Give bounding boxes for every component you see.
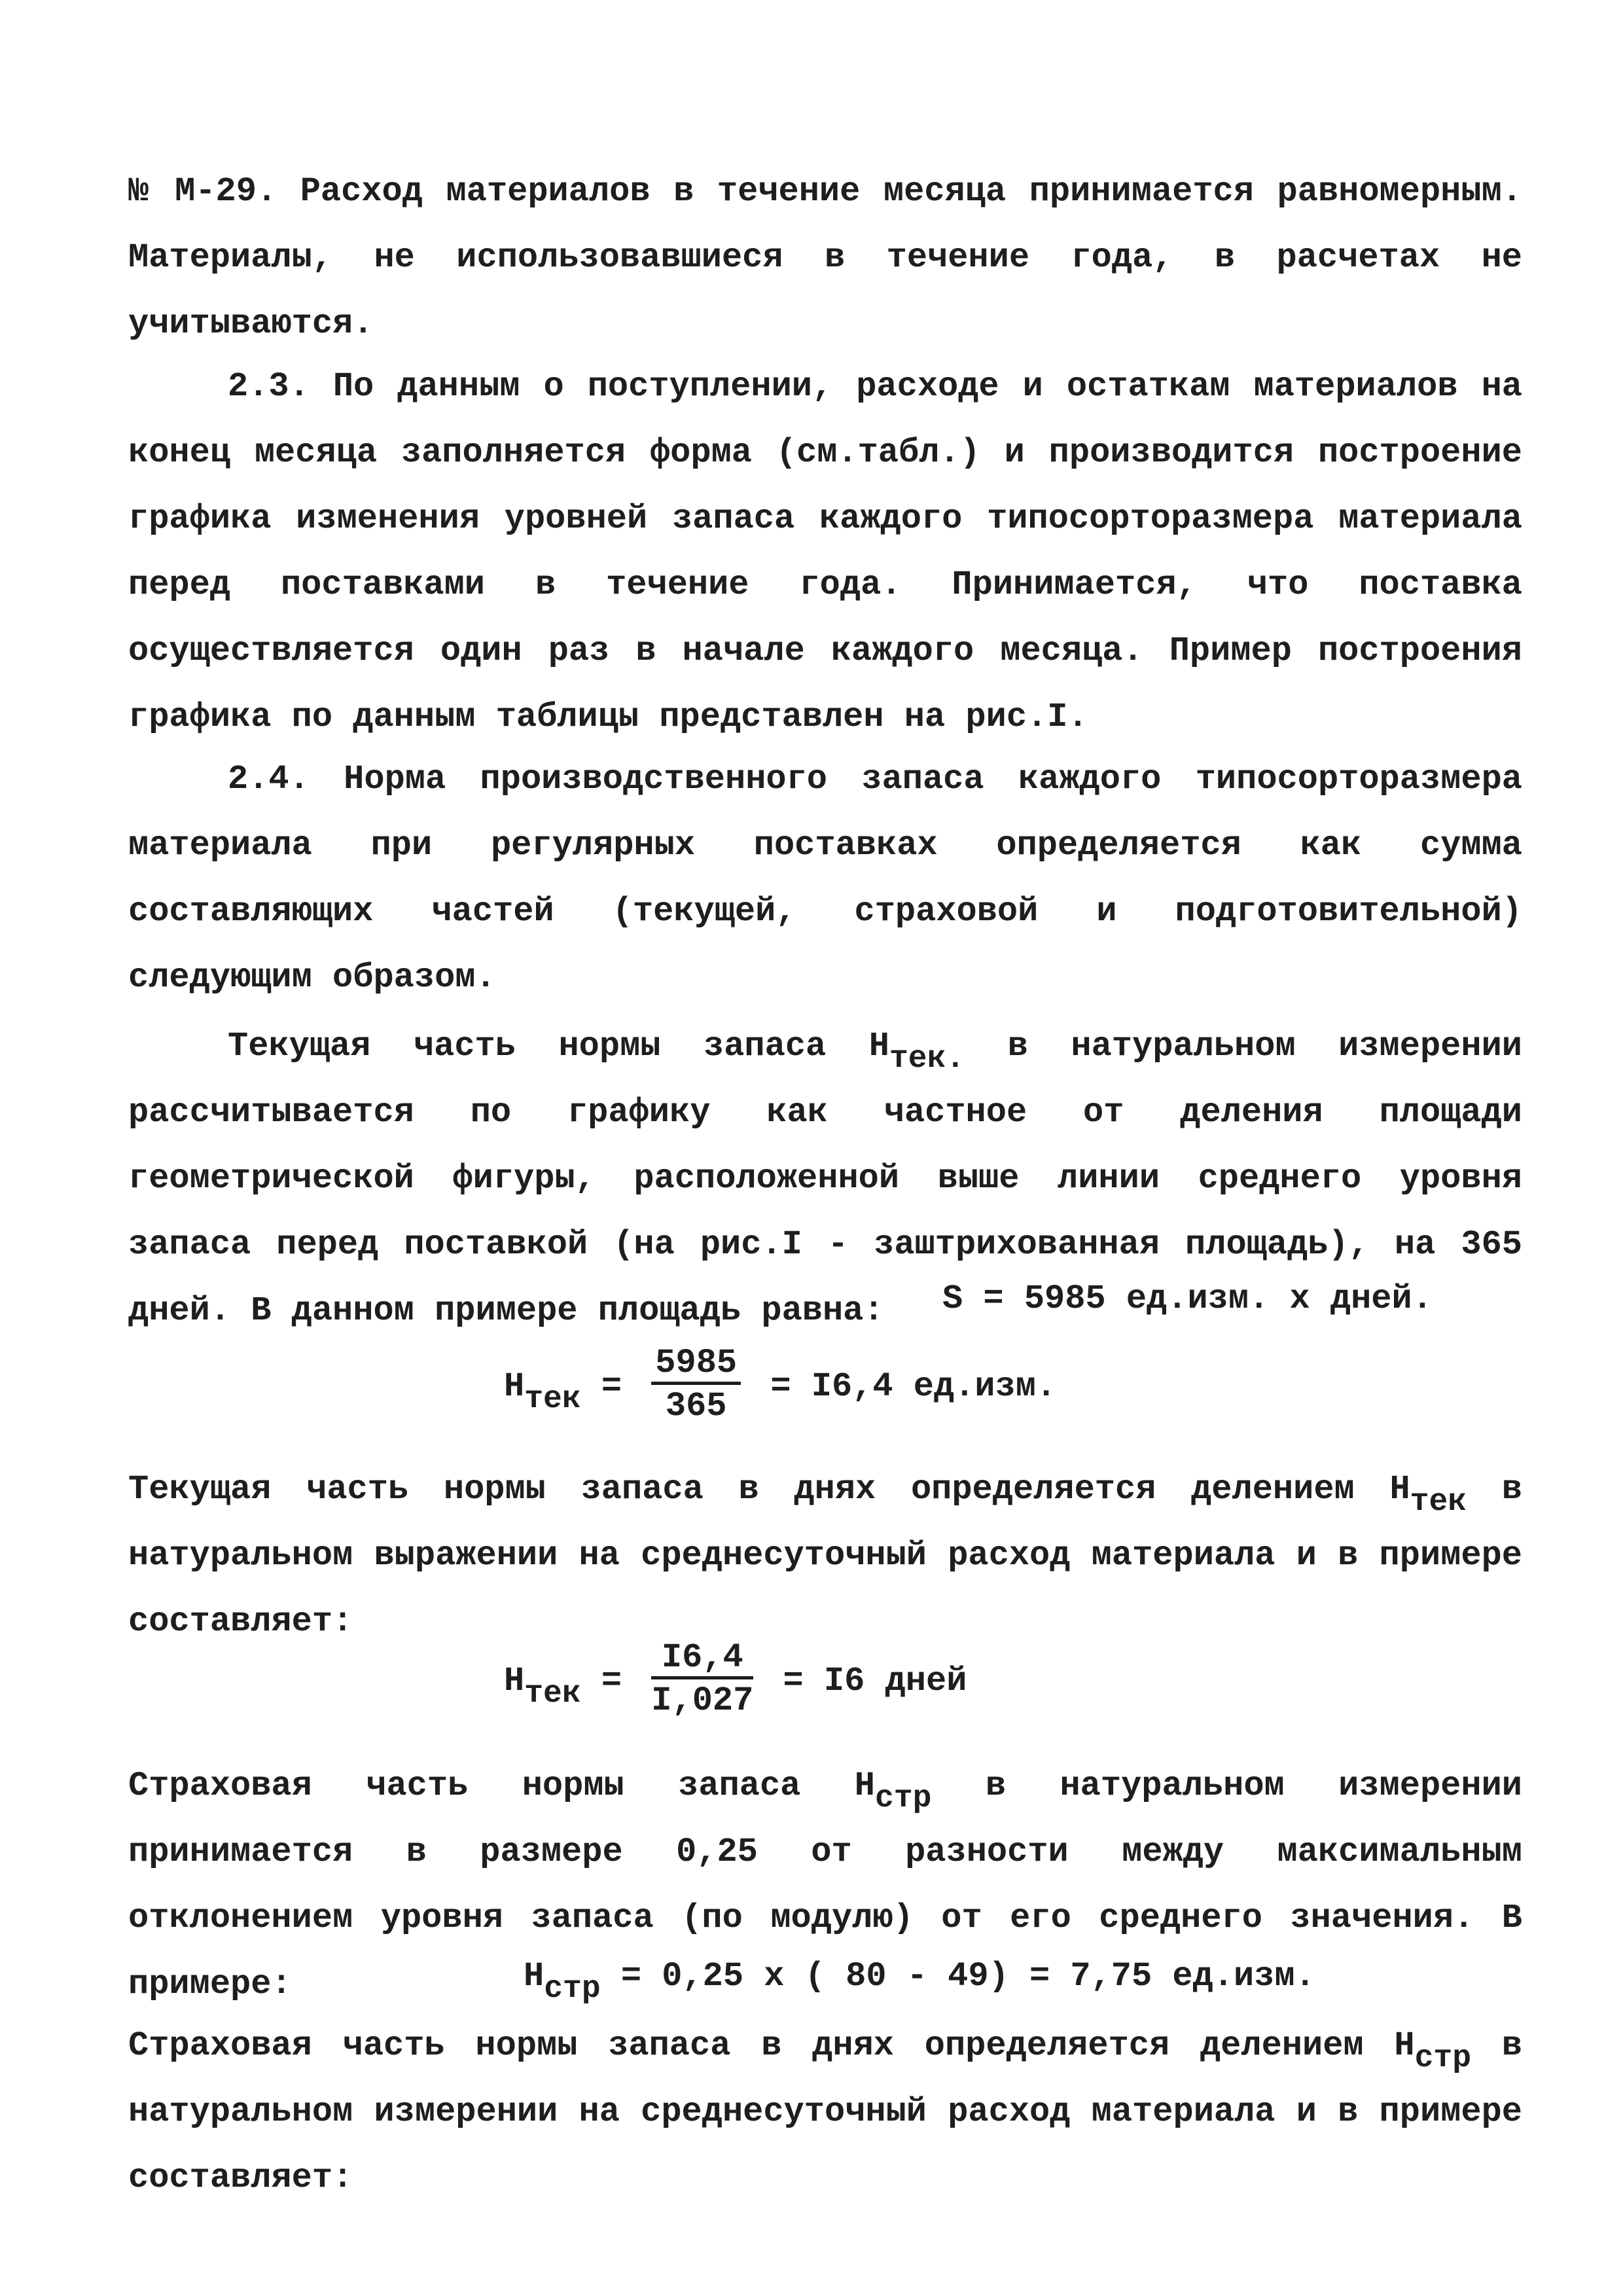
paragraph-2-4-text: 2.4. Норма производственного запаса каждого типосорторазмера материала при регулярных поставках определяется как сумма составляющих частей (текущей, страховой и подготовительной) следующим образом.	[128, 760, 1522, 997]
paragraph-1-text: № М-29. Расход материалов в течение месяца принимается равномерным. Материалы, не использовавшиеся в течение года, в расчетах не учитываются.	[128, 172, 1522, 343]
equation-safety-norm-units: $Н_{стр} = 0,25$ x ( 80 - 49) = 7,75 ед.изм.	[524, 1957, 1315, 2007]
paragraph-safety-norm-days: Страховая часть нормы запаса в днях определяется делением $Н_{стр}$ в натуральном измерении на среднесуточный расход материала и в примере составляет:	[128, 2026, 1522, 2197]
area-value: S = 5985 ед.изм. x дней.	[942, 1280, 1433, 1318]
equation-current-norm-days: $Н_{тек}$ = $\frac{I6,4}{I,027}$ = I6 дней	[504, 1640, 967, 1723]
paragraph-current-norm-days: Текущая часть нормы запаса в днях определяется делением $Н_{тек}$ в натуральном выражении на среднесуточный расход материала и в примере составляет:	[128, 1470, 1522, 1641]
paragraph-2-3-text: 2.3. По данным о поступлении, расходе и остаткам материалов на конец месяца заполняется форма (см.табл.) и производится построение графика изменения уровней запаса каждого типосорторазмера материала перед поставками в течение года. Принимается, что поставка осуществляется один раз в начале каждого месяца. Пример построения графика по данным таблицы представлен на рис.I.	[128, 367, 1522, 736]
equation-current-norm-units: $Н_{тек}$ = $\frac{5985}{365}$ = I6,4 ед.изм.	[504, 1345, 1056, 1428]
paragraph-1	[128, 158, 1522, 357]
fraction: $\frac{I6,4}{I,027}$	[651, 1638, 754, 1720]
paragraph-safety-norm: Страховая часть нормы запаса $Н_{стр}$ в натуральном измерении принимается в размере 0,25 от разности между максимальным отклонением уровня запаса (по модулю) от его среднего значения. В примере:	[128, 1767, 1523, 2003]
paragraph-2-4	[128, 746, 1522, 1011]
paragraph-current-norm: Текущая часть нормы запаса $Н_{тек.}$ в натуральном измерении рассчитывается по графику как частное от деления площади геометрической фигуры, расположенной выше линии среднего уровня запаса перед поставкой (на рис.I - заштрихованная площадь), на 365 дней. В данном примере площадь равна:	[128, 1027, 1522, 1330]
fraction: $\frac{5985}{365}$	[651, 1345, 741, 1428]
paragraph-2-3	[128, 353, 1522, 750]
